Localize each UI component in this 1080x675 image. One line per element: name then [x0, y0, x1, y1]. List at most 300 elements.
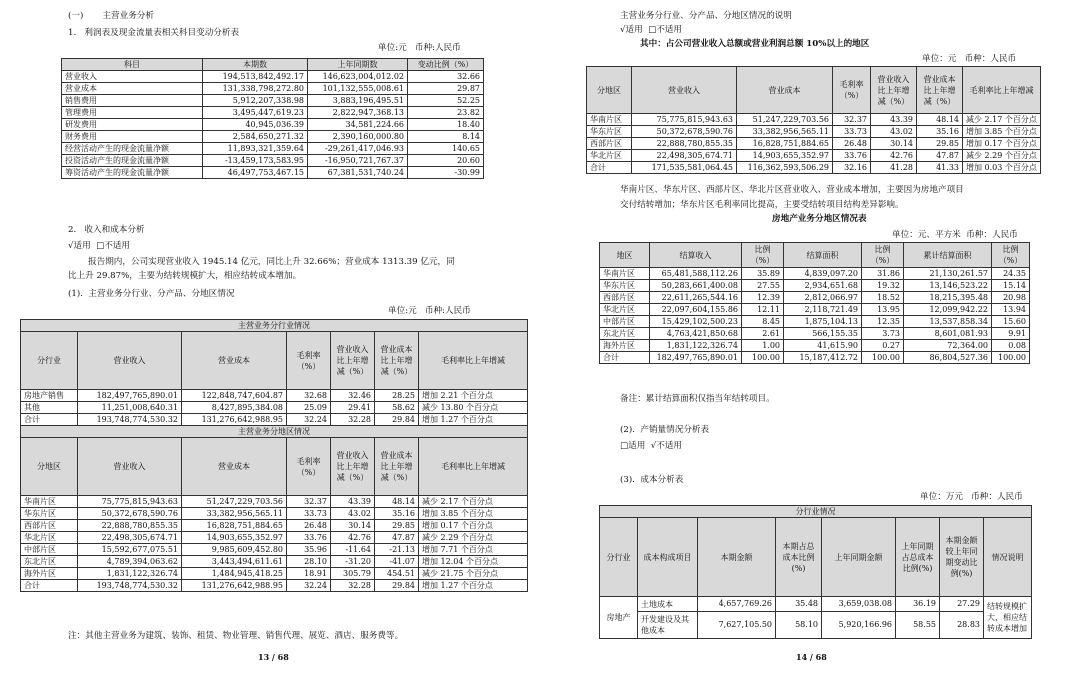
table-cell: 投资活动产生的现金流量净额 — [62, 155, 203, 167]
table-cell: 100.00 — [862, 352, 904, 364]
table-cell: 33.76 — [833, 150, 871, 162]
table-cell: 140.65 — [408, 143, 484, 155]
table-cell: 13,146,523.22 — [904, 280, 992, 292]
table-cell: 32.37 — [287, 496, 331, 508]
table-title: 主营业务分行业情况 — [21, 320, 528, 332]
table-cell: 32.46 — [331, 390, 375, 402]
table-cell: 28.10 — [287, 556, 331, 568]
column-header: 变动比例（%） — [408, 59, 484, 71]
table-cell: 33.73 — [833, 126, 871, 138]
table-cell: 华东片区 — [21, 508, 78, 520]
column-header: 比例（%） — [862, 243, 904, 268]
table-cell: 101,132,555,008.61 — [308, 83, 408, 95]
table-row — [62, 107, 484, 119]
table-cell: 财务费用 — [62, 131, 203, 143]
table-cell: 43.39 — [871, 114, 917, 126]
table-title-row — [21, 320, 528, 332]
column-header: 成本构成项目 — [638, 518, 698, 597]
table-cell: 减少 2.29 个百分点 — [419, 532, 528, 544]
table-cell: 销售费用 — [62, 95, 203, 107]
table-cell: 减少 2.17 个百分点 — [963, 114, 1041, 126]
table-cell: 48.14 — [375, 496, 419, 508]
table-row — [62, 155, 484, 167]
table-cell: 30.14 — [871, 138, 917, 150]
table-row — [21, 568, 528, 580]
table-cell: -21.13 — [375, 544, 419, 556]
table-cell: 华南片区 — [587, 114, 632, 126]
table-cell: 华北片区 — [600, 304, 650, 316]
column-header: 分行业 — [21, 332, 78, 390]
subsection-title-1: 1. 利润表及现金流量表相关科目变动分析表 — [68, 28, 240, 38]
column-header: 营业成本比上年增减（%） — [375, 438, 419, 496]
table-cell: 筹资活动产生的现金流量净额 — [62, 167, 203, 179]
region-paragraph-line1: 华南片区、华东片区、西部片区、华北片区营业收入、营业成本增加，主要因为房地产项目 — [620, 185, 964, 195]
table-cell: 100.00 — [742, 352, 784, 364]
table-row — [600, 268, 1030, 280]
table-cell: -29,261,417,046.93 — [308, 143, 408, 155]
subsection-title-2: (2). 产销量情况分析表 — [620, 425, 710, 435]
table-row — [587, 150, 1041, 162]
table-row — [587, 162, 1041, 174]
table-cell: 146,623,004,012.02 — [308, 71, 408, 83]
table-cell: 增加 0.17 个百分点 — [419, 520, 528, 532]
column-header: 分地区 — [587, 67, 632, 114]
table-cell: 32.37 — [833, 114, 871, 126]
column-header: 本期金额较上年同期变动比例(%) — [940, 518, 984, 597]
column-header: 毛利率比上年增减 — [419, 332, 528, 390]
table-cell: 增加 3.85 个百分点 — [963, 126, 1041, 138]
table-cell: 41.33 — [917, 162, 963, 174]
table-cell: 131,276,642,988.95 — [182, 580, 287, 592]
table-cell: 18.52 — [862, 292, 904, 304]
table-cell: 5,912,207,338.98 — [203, 95, 308, 107]
table-row — [62, 95, 484, 107]
table-cell: 15,429,102,500.23 — [650, 316, 742, 328]
column-header: 分行业 — [600, 518, 638, 597]
table-cell: -31.20 — [331, 556, 375, 568]
table-cell: 182,497,765,890.01 — [78, 390, 182, 402]
table-cell: 增加 3.85 个百分点 — [419, 508, 528, 520]
table-cell: 20.60 — [408, 155, 484, 167]
table-cell: 40,945,036.39 — [203, 119, 308, 131]
table-row — [62, 167, 484, 179]
table-cell: 8,601,081.93 — [904, 328, 992, 340]
unit-label-2: 单位：元、平方米 币种：人民币 — [892, 230, 1018, 240]
table-cell: 16,828,751,884.65 — [737, 138, 833, 150]
table-cell: 合计 — [21, 580, 78, 592]
table-cell: 65,481,588,112.26 — [650, 268, 742, 280]
table-cell: 52.25 — [408, 95, 484, 107]
subsection-title-3: (3). 成本分析表 — [620, 475, 684, 485]
realestate-note: 备注：累计结算面积仅指当年结转项目。 — [620, 394, 775, 404]
table-cell: 182,497,765,890.01 — [650, 352, 742, 364]
table-cell: 32.28 — [331, 580, 375, 592]
table-cell: 43.02 — [331, 508, 375, 520]
table-cell: 5,920,166.96 — [822, 612, 896, 639]
table-cell: 中部片区 — [21, 544, 78, 556]
table-cell: 9,985,609,452.80 — [182, 544, 287, 556]
table-cell: 29.85 — [375, 520, 419, 532]
table-header-row — [600, 518, 1032, 597]
table-cell: 21,130,261.57 — [904, 268, 992, 280]
table-cell: 22,888,780,855.35 — [632, 138, 737, 150]
table-cell: 华东片区 — [600, 280, 650, 292]
table-cell: 35.16 — [917, 126, 963, 138]
column-header: 营业收入 — [78, 332, 182, 390]
table-cell: 2,584,650,271.32 — [203, 131, 308, 143]
table-cell: 2.61 — [742, 328, 784, 340]
table-cell: 中部片区 — [600, 316, 650, 328]
table-cell: 增加 1.27 个百分点 — [419, 580, 528, 592]
table-cell: 8.14 — [408, 131, 484, 143]
table-header-row — [21, 438, 528, 496]
table-cell: 171,535,581,064.45 — [632, 162, 737, 174]
table-cell: 43.39 — [331, 496, 375, 508]
table-cell: 合计 — [21, 414, 78, 426]
table-cell: 33,382,956,565.11 — [182, 508, 287, 520]
column-header: 情况说明 — [984, 518, 1032, 597]
table-row — [21, 402, 528, 414]
realestate-table-caption: 房地产业务分地区情况表 — [772, 214, 867, 224]
table-cell: 25.09 — [287, 402, 331, 414]
table-row — [21, 414, 528, 426]
table-cell: 合计 — [600, 352, 650, 364]
table-cell: 经营活动产生的现金流量净额 — [62, 143, 203, 155]
column-header: 科目 — [62, 59, 203, 71]
column-header: 毛利率（%） — [287, 438, 331, 496]
table-cell: 增加 2.21 个百分点 — [419, 390, 528, 402]
table-cell: 131,338,798,272.80 — [203, 83, 308, 95]
table-header-row — [587, 67, 1041, 114]
column-header: 营业收入 — [78, 438, 182, 496]
table-cell: 20.98 — [992, 292, 1030, 304]
table-cell: 32.68 — [287, 390, 331, 402]
cost-analysis-table — [599, 505, 1032, 639]
table-cell: 100.00 — [992, 352, 1030, 364]
table-cell: 72,364.00 — [904, 340, 992, 352]
table-cell: 46,497,753,467.15 — [203, 167, 308, 179]
table-cell: 华北片区 — [21, 532, 78, 544]
table-cell: 增加 0.17 个百分点 — [963, 138, 1041, 150]
table-cell: 193,748,774,530.32 — [78, 414, 182, 426]
description-cell: 结转规模扩大，相应结转成本增加 — [984, 597, 1032, 639]
table-cell: 58.10 — [776, 612, 822, 639]
table-cell: 13.94 — [992, 304, 1030, 316]
table-cell: 58.62 — [375, 402, 419, 414]
table-title: 主营业务分地区情况 — [21, 426, 528, 438]
table-row — [600, 597, 1032, 612]
table-cell: 18,215,395.48 — [904, 292, 992, 304]
column-header: 毛利率（%） — [833, 67, 871, 114]
table-cell: -13,459,173,583.95 — [203, 155, 308, 167]
column-header: 上年同期数 — [308, 59, 408, 71]
table-cell: 19.32 — [862, 280, 904, 292]
table-cell: 26.48 — [287, 520, 331, 532]
subsection-title-2: 2. 收入和成本分析 — [68, 225, 145, 235]
table-cell: 35.96 — [287, 544, 331, 556]
applicable-check: √适用 □不适用 — [68, 241, 131, 251]
table-cell: 14,903,655,352.97 — [182, 532, 287, 544]
table-cell: 29.84 — [375, 414, 419, 426]
table-cell: 华北片区 — [587, 150, 632, 162]
table-cell: 41.28 — [871, 162, 917, 174]
table-cell: 0.27 — [862, 340, 904, 352]
revenue-paragraph-line1: 报告期内，公司实现营业收入 1945.14 亿元，同比上升 32.66%；营业成本 1313.39 亿元，同 — [88, 257, 455, 267]
table-row — [21, 520, 528, 532]
table-cell: 24.35 — [992, 268, 1030, 280]
table-cell: 29.41 — [331, 402, 375, 414]
table-row — [600, 316, 1030, 328]
table-row — [21, 544, 528, 556]
table-row — [21, 556, 528, 568]
table-cell: 75,775,815,943.63 — [632, 114, 737, 126]
table-cell: 33.73 — [287, 508, 331, 520]
table-cell: 116,362,593,506.29 — [737, 162, 833, 174]
table-row — [600, 352, 1030, 364]
table-cell: 51,247,229,703.56 — [737, 114, 833, 126]
table-cell: 22,498,305,674.71 — [632, 150, 737, 162]
table-cell: 33,382,956,565.11 — [737, 126, 833, 138]
table-header-row — [600, 243, 1030, 268]
column-header: 分地区 — [21, 438, 78, 496]
table-cell: 11,251,008,640.31 — [78, 402, 182, 414]
table-cell: 开发建设及其他成本 — [638, 612, 698, 639]
table-row — [62, 71, 484, 83]
table-cell: 土地成本 — [638, 597, 698, 612]
table-cell: 29.85 — [917, 138, 963, 150]
table-row — [600, 292, 1030, 304]
column-header: 营业收入比上年增减（%） — [331, 438, 375, 496]
table-cell: 26.48 — [833, 138, 871, 150]
unit-label-1: 单位:元 币种:人民币 — [378, 43, 461, 53]
table-title-row — [21, 426, 528, 438]
table-cell: 75,775,815,943.63 — [78, 496, 182, 508]
table-cell: 1,484,945,418.25 — [182, 568, 287, 580]
table-cell: 67,381,531,740.24 — [308, 167, 408, 179]
subsection-title-2-1: (1). 主营业务分行业、分产品、分地区情况 — [68, 289, 235, 299]
table-cell: -30.99 — [408, 167, 484, 179]
table-cell: 1,831,122,326.74 — [650, 340, 742, 352]
table-row — [21, 496, 528, 508]
table-cell: -16,950,721,767.37 — [308, 155, 408, 167]
column-header: 本期占总成本比例(%) — [776, 518, 822, 597]
table-cell: 32.16 — [833, 162, 871, 174]
table-cell: 其他 — [21, 402, 78, 414]
table-cell: 50,283,661,400.08 — [650, 280, 742, 292]
column-header: 营业收入比上年增减（%） — [871, 67, 917, 114]
table-cell: 32.24 — [287, 580, 331, 592]
table-cell: 28.83 — [940, 612, 984, 639]
unit-label-2: 单位:元 币种:人民币 — [388, 306, 471, 316]
table-cell: 32.66 — [408, 71, 484, 83]
table-cell: 12.39 — [742, 292, 784, 304]
table-cell: 41,615.90 — [784, 340, 862, 352]
column-header: 比例（%） — [742, 243, 784, 268]
intro-text: 主营业务分行业、分产品、分地区情况的说明 — [620, 11, 792, 21]
table-note: 注：其他主营业务为建筑、装饰、租赁、物业管理、销售代理、展览、酒店、服务费等。 — [68, 631, 404, 641]
table-cell: 3,443,494,611.61 — [182, 556, 287, 568]
table-cell: 15,592,677,075.51 — [78, 544, 182, 556]
column-header: 比例（%） — [992, 243, 1030, 268]
table-cell: 减少 2.29 个百分点 — [963, 150, 1041, 162]
column-header: 营业成本 — [182, 438, 287, 496]
production-check: □适用 √不适用 — [620, 441, 683, 451]
table-cell: 营业收入 — [62, 71, 203, 83]
table-row — [21, 390, 528, 402]
table-cell: 3,883,196,495.51 — [308, 95, 408, 107]
table-cell: 华东片区 — [587, 126, 632, 138]
table-cell: 50,372,678,590.76 — [78, 508, 182, 520]
table-cell: 4,763,421,850.68 — [650, 328, 742, 340]
table-cell: -11.64 — [331, 544, 375, 556]
table-cell: 35.16 — [375, 508, 419, 520]
table-cell: 9.91 — [992, 328, 1030, 340]
table-cell: 86,804,527.36 — [904, 352, 992, 364]
table-cell: 13,537,858.34 — [904, 316, 992, 328]
table-header-row — [62, 59, 484, 71]
revenue-paragraph-line2: 比上升 29.87%，主要为结转规模扩大，相应结转成本增加。 — [68, 271, 302, 281]
table-cell: 12,099,942.22 — [904, 304, 992, 316]
table-cell: 42.76 — [871, 150, 917, 162]
table-row — [21, 532, 528, 544]
table-cell: 13.95 — [862, 304, 904, 316]
column-header: 营业成本 — [182, 332, 287, 390]
column-header: 上年同期金额 — [822, 518, 896, 597]
table-cell: 7,627,105.50 — [698, 612, 776, 639]
column-header: 毛利率比上年增减 — [963, 67, 1041, 114]
table-cell: 16,828,751,884.65 — [182, 520, 287, 532]
region-paragraph-line2: 交付结转增加；华东片区毛利率同比提高，主要受结转项目结构差异影响。 — [620, 200, 904, 210]
page-14 — [540, 0, 1080, 675]
unit-label-3: 单位：万元 币种：人民币 — [920, 492, 1023, 502]
table-cell: 4,657,769.26 — [698, 597, 776, 612]
table-cell: 14,903,655,352.97 — [737, 150, 833, 162]
table-cell: 122,848,747,604.87 — [182, 390, 287, 402]
column-header: 营业收入 — [632, 67, 737, 114]
table-cell: 减少 2.17 个百分点 — [419, 496, 528, 508]
column-header: 营业成本比上年增减（%） — [917, 67, 963, 114]
table-cell: 50,372,678,590.76 — [632, 126, 737, 138]
realestate-region-table — [599, 242, 1030, 364]
column-header: 累计结算面积 — [904, 243, 992, 268]
table-cell: 1.00 — [742, 340, 784, 352]
column-header: 本期数 — [203, 59, 308, 71]
table-row — [21, 508, 528, 520]
table-cell: 18.40 — [408, 119, 484, 131]
table-cell: 西部片区 — [587, 138, 632, 150]
table-cell: 34,581,224.66 — [308, 119, 408, 131]
table-row — [62, 131, 484, 143]
table-cell: 西部片区 — [600, 292, 650, 304]
table-cell: 8,427,895,384.08 — [182, 402, 287, 414]
table-cell: 减少 13.80 个百分点 — [419, 402, 528, 414]
table-row — [21, 580, 528, 592]
column-header: 毛利率（%） — [287, 332, 331, 390]
table-cell: 东北片区 — [600, 328, 650, 340]
table-cell: -41.07 — [375, 556, 419, 568]
table-cell: 4,789,394,063.62 — [78, 556, 182, 568]
table-cell: 2,118,721.49 — [784, 304, 862, 316]
table-cell: 22,888,780,855.35 — [78, 520, 182, 532]
table-cell: 43.02 — [871, 126, 917, 138]
table-row — [600, 328, 1030, 340]
table-cell: 4,839,097.20 — [784, 268, 862, 280]
page-number: 14 / 68 — [796, 652, 827, 662]
table-cell: 华南片区 — [21, 496, 78, 508]
column-header: 毛利率比上年增减 — [419, 438, 528, 496]
table-cell: 西部片区 — [21, 520, 78, 532]
table-cell: 东北片区 — [21, 556, 78, 568]
table-cell: 48.14 — [917, 114, 963, 126]
income-cashflow-table — [61, 58, 484, 179]
table-cell: 1,875,104.13 — [784, 316, 862, 328]
table-cell: 华南片区 — [600, 268, 650, 280]
table-row — [62, 143, 484, 155]
table-row — [600, 612, 1032, 639]
table-row — [587, 126, 1041, 138]
table-cell: 193,748,774,530.32 — [78, 580, 182, 592]
table-cell: 51,247,229,703.56 — [182, 496, 287, 508]
column-header: 上年同期占总成本比例(%) — [896, 518, 940, 597]
table-cell: 22,097,604,155.86 — [650, 304, 742, 316]
table-cell: 减少 21.75 个百分点 — [419, 568, 528, 580]
table-cell: 35.89 — [742, 268, 784, 280]
table-cell: 房地产销售 — [21, 390, 78, 402]
column-header: 营业收入比上年增减（%） — [331, 332, 375, 390]
table-cell: 1,831,122,326.74 — [78, 568, 182, 580]
table-cell: 3.73 — [862, 328, 904, 340]
column-header: 结算面积 — [784, 243, 862, 268]
table-cell: 营业成本 — [62, 83, 203, 95]
table-cell: 2,812,066.97 — [784, 292, 862, 304]
table-cell: 2,934,651.68 — [784, 280, 862, 292]
unit-label-1: 单位：元 币种：人民币 — [922, 54, 1017, 64]
column-header: 结算收入 — [650, 243, 742, 268]
table-cell: 47.87 — [917, 150, 963, 162]
table-row — [600, 280, 1030, 292]
major-region-table — [586, 66, 1041, 174]
table-cell: 47.87 — [375, 532, 419, 544]
table-cell: 增加 0.03 个百分点 — [963, 162, 1041, 174]
table-row — [600, 304, 1030, 316]
table-cell: 32.28 — [331, 414, 375, 426]
table-cell: 18.91 — [287, 568, 331, 580]
table-cell: 29.87 — [408, 83, 484, 95]
intro-check: √适用 □不适用 — [620, 25, 683, 35]
column-header: 营业成本比上年增减（%） — [375, 332, 419, 390]
table-row — [62, 119, 484, 131]
table-cell: 增加 1.27 个百分点 — [419, 414, 528, 426]
table-cell: 海外片区 — [600, 340, 650, 352]
table-cell: 131,276,642,988.95 — [182, 414, 287, 426]
table-cell: 22,498,305,674.71 — [78, 532, 182, 544]
table-cell: 32.24 — [287, 414, 331, 426]
industry-cell: 房地产 — [600, 597, 638, 639]
table-cell: 8.45 — [742, 316, 784, 328]
table-row — [62, 83, 484, 95]
table-title: 分行业情况 — [600, 506, 1032, 518]
table-cell: 58.55 — [896, 612, 940, 639]
table-cell: 0.08 — [992, 340, 1030, 352]
table-cell: 27.29 — [940, 597, 984, 612]
table-cell: 27.55 — [742, 280, 784, 292]
page-number: 13 / 68 — [258, 652, 289, 662]
table-cell: 管理费用 — [62, 107, 203, 119]
table-cell: 15.60 — [992, 316, 1030, 328]
table-cell: 15.14 — [992, 280, 1030, 292]
column-header: 地区 — [600, 243, 650, 268]
table-cell: 增加 12.04 个百分点 — [419, 556, 528, 568]
